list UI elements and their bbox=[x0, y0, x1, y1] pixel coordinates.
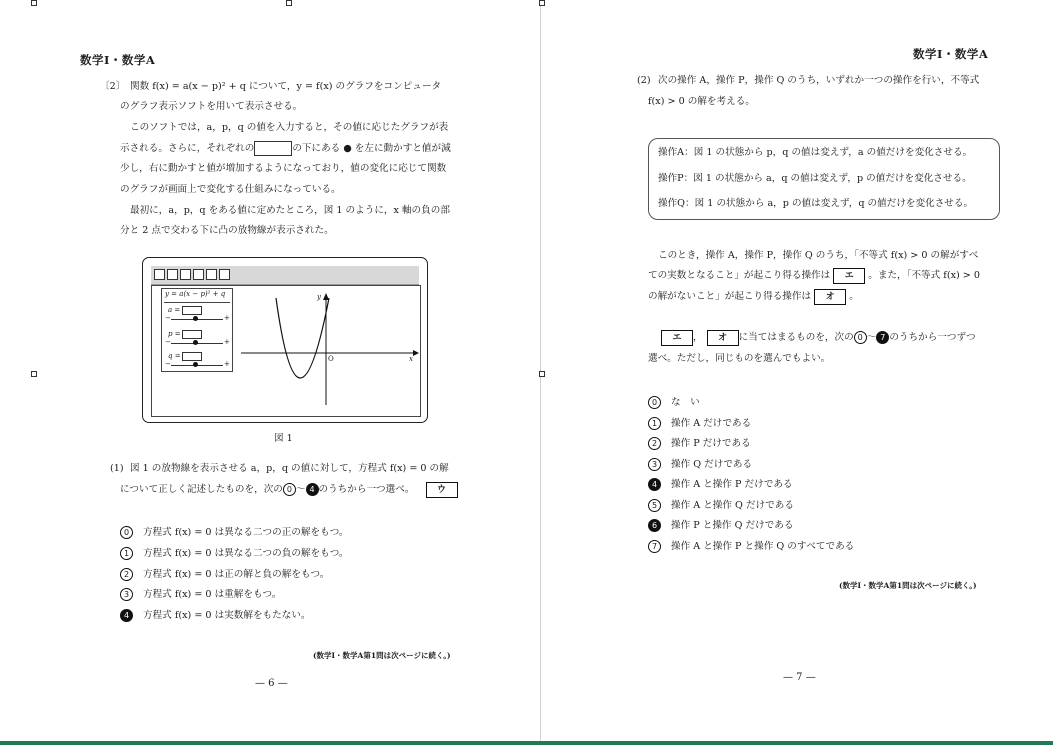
q1-line-2 bbox=[120, 480, 458, 501]
x-axis-label: x bbox=[409, 355, 413, 363]
para2-comma: ， bbox=[693, 332, 703, 343]
answer-box-e: エ bbox=[833, 268, 865, 284]
intro-line-4a: 示される。さらに，それぞれの bbox=[120, 143, 255, 154]
range-end-marker: 7 bbox=[876, 331, 889, 344]
answer-box-o-ref: オ bbox=[707, 330, 739, 346]
range-sep: ～ bbox=[295, 484, 306, 495]
param-p-plus: + bbox=[224, 338, 230, 346]
resize-handle[interactable] bbox=[31, 0, 37, 6]
choice-0 bbox=[120, 524, 349, 539]
para1-line-1: このとき，操作 A，操作 P，操作 Q のうち，「不等式 f(x) > 0 の解がすべ bbox=[658, 250, 979, 261]
choice-1-number: 1 bbox=[648, 417, 661, 430]
choice-4 bbox=[648, 476, 793, 491]
q1-line-2a: について正しく記述したものを，次の bbox=[120, 484, 283, 495]
choice-2 bbox=[648, 435, 751, 450]
y-axis-label: y bbox=[317, 293, 321, 301]
q1-line-1: 図 1 の放物線を表示させる a，p，q の値に対して，方程式 f(x) = 0 の解 bbox=[130, 463, 449, 474]
graph-area bbox=[143, 258, 427, 422]
choice-3-number: 3 bbox=[120, 588, 133, 601]
page-header: 数学Ⅰ・数学A bbox=[913, 47, 989, 61]
section-label: 〔2〕 bbox=[100, 81, 126, 92]
choice-2-text: 方程式 f(x) = 0 は正の解と負の解をもつ。 bbox=[143, 569, 330, 580]
operation-p: 操作P：図 1 の状態から a，q の値は変えず，p の値だけを変化させる。 bbox=[658, 173, 972, 184]
para2-text-b: のうちから一つずつ bbox=[889, 332, 976, 343]
q2-line-2: f(x) > 0 の解を考える。 bbox=[648, 96, 755, 107]
choice-5 bbox=[648, 497, 794, 512]
intro-line-3: このソフトでは，a，p，q の値を入力すると，その値に応じたグラフが表 bbox=[130, 122, 449, 133]
choice-7-text: 操作 A と操作 P と操作 Q のすべてである bbox=[671, 541, 855, 552]
choice-7 bbox=[648, 538, 854, 553]
choice-4-text: 方程式 f(x) = 0 は実数解をもたない。 bbox=[143, 610, 311, 621]
page-number: — 7 — bbox=[783, 672, 816, 683]
param-p-label: p = bbox=[168, 330, 181, 338]
choice-3-text: 操作 Q だけである bbox=[671, 459, 753, 470]
para1-line-2 bbox=[648, 266, 980, 287]
param-a-minus: − bbox=[165, 314, 171, 322]
y-axis-arrow bbox=[323, 293, 329, 300]
q2-label: (2) bbox=[637, 75, 651, 86]
choice-1 bbox=[648, 415, 751, 430]
range-start-marker: 0 bbox=[854, 331, 867, 344]
blank-box bbox=[254, 141, 292, 156]
intro-line-5: 少し，右に動かすと値が増加するようになっており，値の変化に応じて関数 bbox=[120, 163, 447, 174]
answer-box-e-ref: エ bbox=[661, 330, 693, 346]
choice-6-text: 操作 P と操作 Q だけである bbox=[671, 520, 794, 531]
choice-2-text: 操作 P だけである bbox=[671, 438, 751, 449]
page-header: 数学Ⅰ・数学A bbox=[80, 53, 156, 67]
choice-6-number: 6 bbox=[648, 519, 661, 532]
q2-line-1: 次の操作 A，操作 P，操作 Q のうち，いずれか一つの操作を行い，不等式 bbox=[658, 75, 980, 86]
choice-3-text: 方程式 f(x) = 0 は重解をもつ。 bbox=[143, 589, 282, 600]
choice-6 bbox=[648, 517, 793, 532]
intro-line-8: 分と 2 点で交わる下に凸の放物線が表示された。 bbox=[120, 225, 334, 236]
intro-line-4 bbox=[120, 139, 451, 160]
choice-4-number: 4 bbox=[648, 478, 661, 491]
choice-1-text: 方程式 f(x) = 0 は異なる二つの負の解をもつ。 bbox=[143, 548, 349, 559]
figure-caption: 図 1 bbox=[274, 433, 293, 444]
choice-4-text: 操作 A と操作 P だけである bbox=[671, 479, 793, 490]
formula-label: y = a(x − p)² + q bbox=[165, 290, 226, 298]
para1-line-3a: の解がないこと」が起こり得る操作は bbox=[648, 291, 812, 302]
choice-0-number: 0 bbox=[120, 526, 133, 539]
intro-line-7: 最初に，a，p，q をある値に定めたところ，図 1 のように，x 軸の負の部 bbox=[130, 205, 450, 216]
choice-2 bbox=[120, 566, 329, 581]
choice-1 bbox=[120, 545, 349, 560]
choice-1-text: 操作 A だけである bbox=[671, 418, 752, 429]
operation-q: 操作Q：図 1 の状態から a，p の値は変えず，q の値だけを変化させる。 bbox=[658, 198, 974, 209]
choice-0-text: な い bbox=[671, 397, 700, 408]
choice-3-number: 3 bbox=[648, 458, 661, 471]
para1-line-2b: 。また，「不等式 f(x) > 0 bbox=[868, 270, 980, 281]
range-sep: ～ bbox=[866, 332, 877, 343]
param-q-plus: + bbox=[224, 360, 230, 368]
page-number: — 6 — bbox=[255, 678, 288, 689]
origin-label: O bbox=[328, 355, 334, 363]
resize-handle[interactable] bbox=[539, 371, 545, 377]
param-a-label: a = bbox=[168, 306, 181, 314]
resize-handle[interactable] bbox=[286, 0, 292, 6]
resize-handle[interactable] bbox=[31, 371, 37, 377]
choice-7-number: 7 bbox=[648, 540, 661, 553]
intro-line-4b: の下にある ● を左に動かすと値が減 bbox=[292, 143, 451, 154]
para1-line-3b: 。 bbox=[849, 291, 859, 302]
choice-0 bbox=[648, 394, 700, 409]
q1-label: (1) bbox=[110, 463, 124, 474]
resize-handle[interactable] bbox=[539, 0, 545, 6]
choice-5-text: 操作 A と操作 Q だけである bbox=[671, 500, 794, 511]
choice-1-number: 1 bbox=[120, 547, 133, 560]
range-end-marker: 4 bbox=[306, 483, 319, 496]
choice-4 bbox=[120, 607, 311, 622]
choice-2-number: 2 bbox=[120, 568, 133, 581]
para2-line-2: 選べ。ただし，同じものを選んでもよい。 bbox=[648, 353, 831, 364]
param-q-minus: − bbox=[165, 360, 171, 368]
intro-line-6: のグラフが画面上で変化する仕組みになっている。 bbox=[120, 184, 341, 195]
para1-line-3 bbox=[648, 287, 859, 308]
parabola bbox=[276, 298, 329, 378]
choice-4-number: 4 bbox=[120, 609, 133, 622]
param-p-minus: − bbox=[165, 338, 171, 346]
choice-3 bbox=[120, 586, 281, 601]
figure-1 bbox=[142, 257, 428, 423]
param-a-plus: + bbox=[224, 314, 230, 322]
operation-a: 操作A：図 1 の状態から p，q の値は変えず，a の値だけを変化させる。 bbox=[658, 147, 973, 158]
intro-line-1: 関数 f(x) = a(x − p)² + q について，y = f(x) のグラフをコンピュータ bbox=[130, 81, 442, 92]
range-start-marker: 0 bbox=[283, 483, 296, 496]
answer-box-o: オ bbox=[814, 289, 846, 305]
para2-line-1 bbox=[661, 328, 976, 349]
choice-2-number: 2 bbox=[648, 437, 661, 450]
continuation-note: (数学Ⅰ・数学A第1問は次ページに続く。) bbox=[313, 651, 451, 660]
choice-0-number: 0 bbox=[648, 396, 661, 409]
para1-line-2a: ての実数となること」が起こり得る操作は bbox=[648, 270, 831, 281]
intro-line-2: のグラフ表示ソフトを用いて表示させる。 bbox=[120, 101, 303, 112]
answer-box-u: ウ bbox=[426, 482, 458, 498]
x-axis-arrow bbox=[413, 350, 419, 356]
window-bottom-bar bbox=[0, 741, 1053, 745]
continuation-note: (数学Ⅰ・数学A第1問は次ページに続く。) bbox=[839, 581, 977, 590]
choice-0-text: 方程式 f(x) = 0 は異なる二つの正の解をもつ。 bbox=[143, 527, 349, 538]
q1-line-2b: のうちから一つ選べ。 bbox=[318, 484, 415, 495]
choice-5-number: 5 bbox=[648, 499, 661, 512]
choice-3 bbox=[648, 456, 752, 471]
param-q-label: q = bbox=[168, 352, 181, 360]
para2-text-a: に当てはまるものを，次の bbox=[738, 332, 854, 343]
page-7 bbox=[541, 0, 1053, 745]
